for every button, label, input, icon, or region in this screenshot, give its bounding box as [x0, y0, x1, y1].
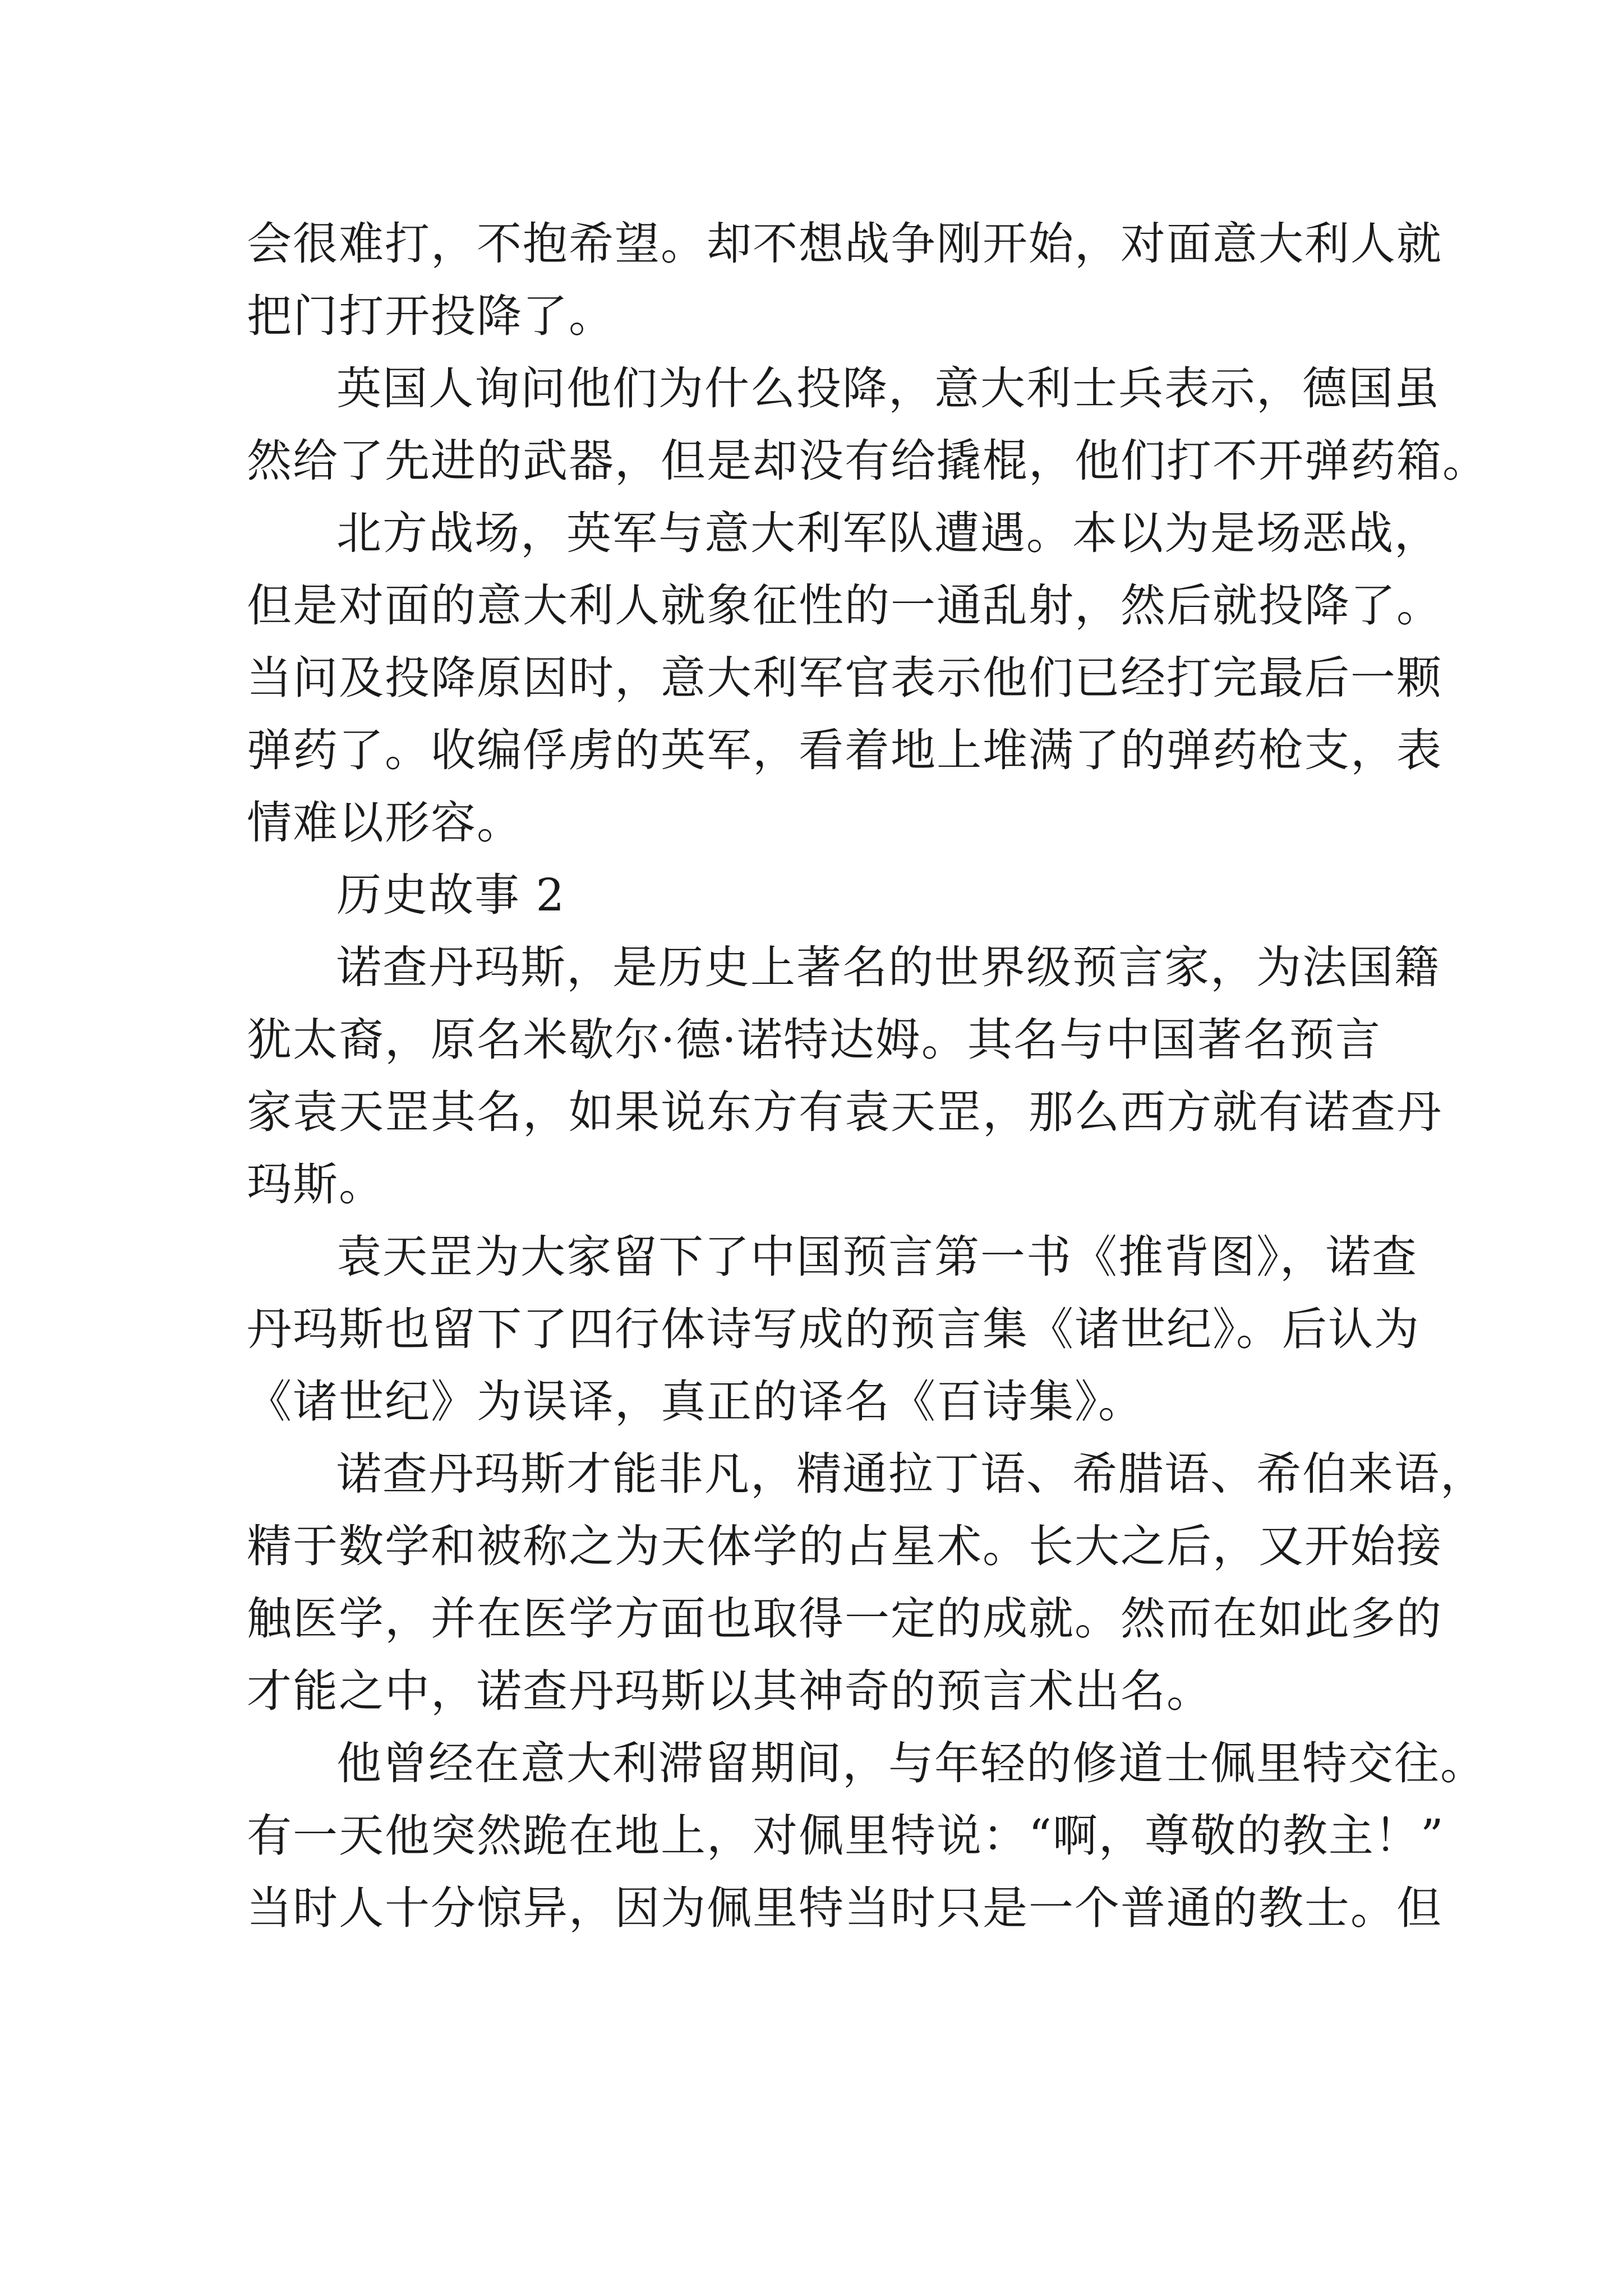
text-line: 犹太裔，原名米歇尔·德·诺特达姆。其名与中国著名预言 — [247, 1014, 1381, 1066]
text-line: 触医学，并在医学方面也取得一定的成就。然而在如此多的 — [247, 1593, 1442, 1645]
text-line: 会很难打，不抱希望。却不想战争刚开始，对面意大利人就 — [247, 218, 1442, 270]
text-line: 把门打开投降了。 — [247, 290, 615, 342]
text-line: 诺查丹玛斯才能非凡，精通拉丁语、希腊语、希伯来语， — [336, 1448, 1486, 1500]
text-line: 当问及投降原因时，意大利军官表示他们已经打完最后一颗 — [247, 652, 1442, 704]
text-line: 情难以形容。 — [247, 797, 523, 849]
text-line: 玛斯。 — [247, 1158, 385, 1211]
text-line: 英国人询问他们为什么投降，意大利士兵表示，德国虽 — [336, 362, 1440, 415]
text-line: 精于数学和被称之为天体学的占星术。长大之后，又开始接 — [247, 1520, 1442, 1572]
text-line: 丹玛斯也留下了四行体诗写成的预言集《诸世纪》。后认为 — [247, 1303, 1420, 1355]
body-text — [247, 208, 1488, 1944]
text-line: 有一天他突然跪在地上，对佩里特说：“啊，尊敬的教主！” — [247, 1810, 1445, 1862]
text-line: 他曾经在意大利滞留期间，与年轻的修道士佩里特交往。 — [336, 1737, 1486, 1789]
text-line: 《诸世纪》为误译，真正的译名《百诗集》。 — [247, 1375, 1144, 1428]
text-line: 但是对面的意大利人就象征性的一通乱射，然后就投降了。 — [247, 579, 1442, 632]
text-line: 才能之中，诺查丹玛斯以其神奇的预言术出名。 — [247, 1665, 1212, 1717]
text-line: 北方战场，英军与意大利军队遭遇。本以为是场恶战， — [336, 507, 1440, 559]
text-line: 诺查丹玛斯，是历史上著名的世界级预言家，为法国籍 — [336, 941, 1440, 993]
text-line: 当时人十分惊异，因为佩里特当时只是一个普通的教士。但 — [247, 1882, 1442, 1934]
section-heading: 历史故事 2 — [336, 869, 566, 921]
text-line: 家袁天罡其名，如果说东方有袁天罡，那么西方就有诺查丹 — [247, 1086, 1442, 1138]
text-line: 弹药了。收编俘虏的英军，看着地上堆满了的弹药枪支，表 — [247, 724, 1442, 776]
text-line: 然给了先进的武器，但是却没有给撬棍，他们打不开弹药箱。 — [247, 435, 1488, 487]
text-line: 袁天罡为大家留下了中国预言第一书《推背图》，诺查 — [336, 1231, 1418, 1283]
